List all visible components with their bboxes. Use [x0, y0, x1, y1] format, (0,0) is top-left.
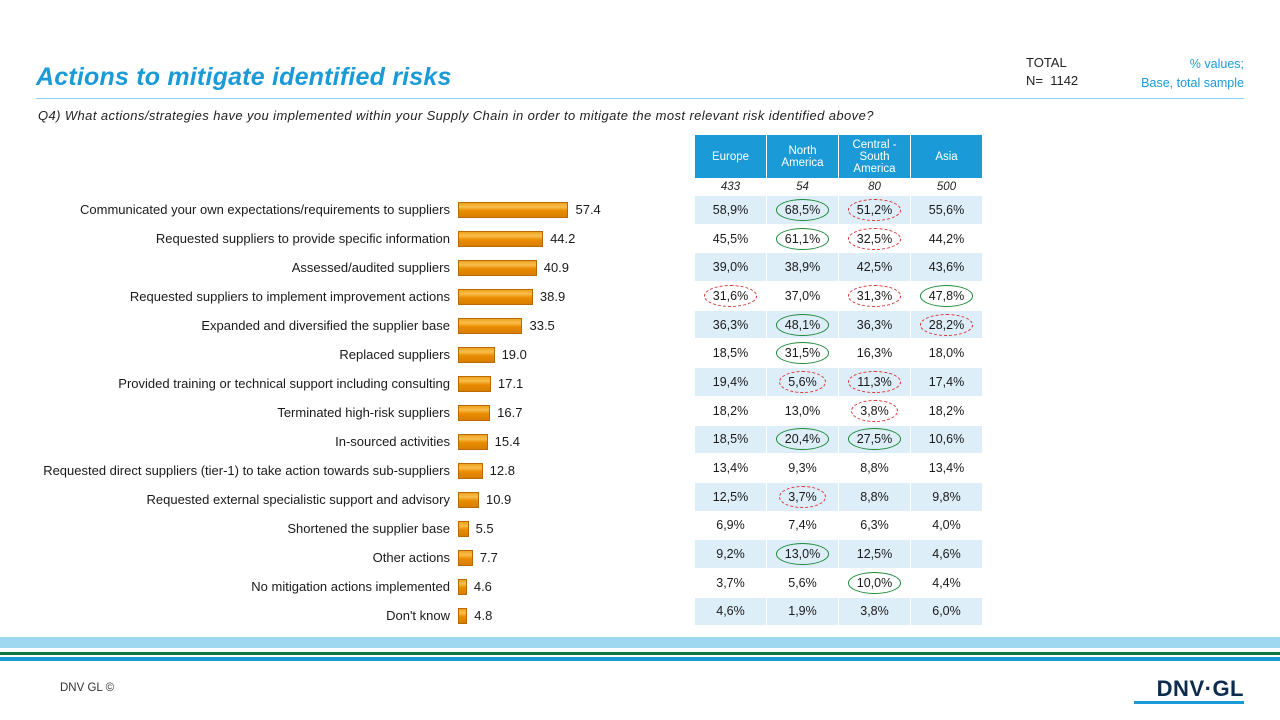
breakdown-table — [694, 134, 983, 626]
table-cell — [911, 482, 983, 511]
table-row — [695, 568, 983, 597]
table-header — [695, 135, 983, 179]
table-base-row — [695, 179, 983, 196]
bar-row — [0, 398, 660, 427]
table-row — [695, 253, 983, 282]
table-cell-value: 7,4% — [788, 518, 817, 533]
table-cell-value: 47,8% — [925, 287, 968, 305]
table-cell — [767, 482, 839, 511]
bar-row — [0, 195, 660, 224]
table-cell-value: 8,8% — [860, 489, 889, 504]
table-col-header: Central - South America — [839, 135, 911, 179]
bar-label: Requested external specialistic support and advisory — [146, 492, 450, 507]
table-row — [695, 396, 983, 425]
bar-row — [0, 572, 660, 601]
table-row — [695, 511, 983, 540]
bar-wrapper — [458, 231, 575, 247]
table-cell-value: 6,3% — [860, 518, 889, 533]
table-cell — [695, 511, 767, 540]
table-cell — [839, 282, 911, 311]
table-cell-value: 44,2% — [928, 231, 965, 246]
table-cell — [767, 224, 839, 253]
bar — [458, 579, 467, 595]
bar-value: 7.7 — [479, 550, 498, 565]
table-cell-value: 31,6% — [709, 287, 752, 305]
table-cell — [695, 568, 767, 597]
bar — [458, 550, 473, 566]
bar-wrapper — [458, 318, 555, 334]
table-cell-value: 36,3% — [712, 317, 749, 332]
table-cell-value: 39,0% — [712, 260, 749, 275]
total-n: N= 1142 — [1026, 73, 1079, 88]
bar-value: 17.1 — [497, 376, 524, 391]
bar-row — [0, 340, 660, 369]
table-cell — [695, 482, 767, 511]
table-cell — [839, 425, 911, 454]
table-cell-value: 4,6% — [932, 547, 961, 562]
bar-row — [0, 224, 660, 253]
bar-wrapper — [458, 347, 527, 363]
table-cell — [911, 396, 983, 425]
table-cell — [911, 511, 983, 540]
bar-value: 40.9 — [543, 260, 570, 275]
bar — [458, 376, 491, 392]
table-cell — [911, 339, 983, 368]
question-text: Q4) What actions/strategies have you implemented within your Supply Chain in order to mitigate the most relevant risk identified above? — [38, 108, 874, 123]
table-cell-value: 31,5% — [781, 344, 824, 362]
table-cell-value: 27,5% — [853, 430, 896, 448]
table-cell — [839, 224, 911, 253]
table-cell-value: 4,6% — [716, 604, 745, 619]
total-block — [1026, 54, 1078, 90]
table-cell-value: 68,5% — [781, 201, 824, 219]
bar-value: 4.8 — [474, 608, 493, 623]
table-cell — [839, 482, 911, 511]
table-cell-value: 36,3% — [856, 317, 893, 332]
table-cell-value: 18,2% — [712, 403, 749, 418]
table-cell — [839, 597, 911, 626]
table-header-row — [695, 135, 983, 179]
table-cell — [767, 597, 839, 626]
table-cell — [839, 368, 911, 397]
table-col-header: Asia — [911, 135, 983, 179]
bar-label: No mitigation actions implemented — [251, 579, 450, 594]
table-cell — [695, 368, 767, 397]
bar-row — [0, 456, 660, 485]
bar-label: Requested direct suppliers (tier-1) to take action towards sub-suppliers — [43, 463, 450, 478]
table-cell-value: 38,9% — [784, 260, 821, 275]
table-cell-value: 11,3% — [853, 373, 896, 391]
table-cell — [767, 196, 839, 225]
table-cell-value: 3,7% — [716, 575, 745, 590]
bar — [458, 608, 467, 624]
table-cell — [911, 253, 983, 282]
table-cell-value: 18,2% — [928, 403, 965, 418]
table-cell — [695, 597, 767, 626]
bar-wrapper — [458, 521, 494, 537]
table-cell-value: 13,4% — [928, 461, 965, 476]
values-note-line1: % values; — [1189, 57, 1244, 71]
table-cell — [767, 425, 839, 454]
bar-label: Expanded and diversified the supplier base — [201, 318, 450, 333]
table-cell-value: 9,8% — [932, 489, 961, 504]
bar — [458, 434, 488, 450]
table-cell-value: 28,2% — [925, 316, 968, 334]
bar-wrapper — [458, 202, 601, 218]
table-cell-value: 5,6% — [784, 373, 821, 391]
logo-underline — [1134, 701, 1244, 704]
table-cell-value: 6,9% — [716, 518, 745, 533]
table-cell — [695, 454, 767, 483]
table-row — [695, 368, 983, 397]
table-cell-value: 3,8% — [860, 604, 889, 619]
table-cell — [911, 597, 983, 626]
table-base-cell: 80 — [839, 179, 911, 196]
bar-wrapper — [458, 434, 520, 450]
table-cell-value: 17,4% — [928, 374, 965, 389]
bar-label: Terminated high-risk suppliers — [277, 405, 450, 420]
bar-label: In-sourced activities — [335, 434, 450, 449]
bar-value: 38.9 — [539, 289, 566, 304]
table-cell — [767, 568, 839, 597]
dnv-gl-logo: DNV·GL — [1156, 676, 1244, 701]
table-cell-value: 32,5% — [853, 230, 896, 248]
bar-label: Requested suppliers to provide specific information — [155, 231, 450, 246]
bar-row — [0, 543, 660, 572]
table-cell-value: 10,0% — [853, 574, 896, 592]
bar — [458, 260, 537, 276]
table-cell-value: 18,5% — [712, 432, 749, 447]
bar-label: Communicated your own expectations/requirements to suppliers — [80, 202, 450, 217]
footer-band-light-blue — [0, 637, 1280, 648]
table-cell — [767, 396, 839, 425]
table-col-header: Europe — [695, 135, 767, 179]
table-cell — [839, 396, 911, 425]
table-cell — [839, 540, 911, 569]
bar-value: 15.4 — [494, 434, 520, 449]
table-cell-value: 8,8% — [860, 461, 889, 476]
bar-label: Other actions — [372, 550, 450, 565]
table-cell — [767, 339, 839, 368]
table-cell — [695, 253, 767, 282]
bar-value: 16.7 — [497, 405, 523, 420]
table-cell-value: 48,1% — [781, 316, 824, 334]
table-body — [695, 179, 983, 626]
bar — [458, 521, 469, 537]
bar-row — [0, 282, 660, 311]
table-cell-value: 13,0% — [781, 545, 824, 563]
table-cell — [695, 310, 767, 339]
table-cell — [911, 425, 983, 454]
footer-band-blue — [0, 657, 1280, 661]
table-row — [695, 310, 983, 339]
copyright-text: DNV GL © — [60, 682, 115, 694]
table-cell — [839, 310, 911, 339]
bar-wrapper — [458, 376, 523, 392]
values-note — [1112, 55, 1244, 93]
table-cell-value: 12,5% — [856, 547, 893, 562]
table-cell — [767, 368, 839, 397]
table-cell — [839, 196, 911, 225]
bar — [458, 318, 522, 334]
bar-wrapper — [458, 550, 498, 566]
table-cell — [911, 224, 983, 253]
table-cell — [695, 196, 767, 225]
table-cell — [839, 511, 911, 540]
bar-label: Requested suppliers to implement improvement actions — [129, 289, 450, 304]
table-cell — [911, 368, 983, 397]
bar-row — [0, 369, 660, 398]
bar-label: Provided training or technical support including consulting — [118, 376, 450, 391]
bar-value: 57.4 — [575, 202, 601, 217]
table-cell-value: 51,2% — [853, 201, 896, 219]
bar-chart — [0, 195, 660, 630]
table-cell — [911, 310, 983, 339]
bar-wrapper — [458, 289, 565, 305]
table-cell-value: 4,4% — [932, 575, 961, 590]
table-row — [695, 540, 983, 569]
table-cell-value: 9,3% — [788, 461, 817, 476]
table-cell-value: 10,6% — [928, 432, 965, 447]
table-cell — [767, 282, 839, 311]
table-row — [695, 454, 983, 483]
bar — [458, 231, 543, 247]
bar-row — [0, 601, 660, 630]
table-row — [695, 224, 983, 253]
table-cell — [767, 511, 839, 540]
table-row — [695, 339, 983, 368]
table-cell-value: 20,4% — [781, 430, 824, 448]
bar-row — [0, 427, 660, 456]
bar-value: 33.5 — [529, 318, 555, 333]
bar-value: 5.5 — [475, 521, 494, 536]
bar-label: Shortened the supplier base — [287, 521, 450, 536]
table-cell-value: 3,8% — [856, 402, 893, 420]
total-label: TOTAL — [1026, 55, 1067, 70]
bar-value: 19.0 — [501, 347, 527, 362]
table-cell — [767, 454, 839, 483]
table-cell — [767, 253, 839, 282]
table-cell — [911, 540, 983, 569]
table-cell-value: 58,9% — [712, 202, 749, 217]
table-cell — [839, 568, 911, 597]
table-base-cell: 433 — [695, 179, 767, 196]
table-cell-value: 3,7% — [784, 488, 821, 506]
table-cell-value: 13,4% — [712, 461, 749, 476]
table-cell-value: 6,0% — [932, 604, 961, 619]
table-cell-value: 55,6% — [928, 202, 965, 217]
bar-wrapper — [458, 608, 492, 624]
bar-row — [0, 485, 660, 514]
table-cell — [695, 282, 767, 311]
table-cell — [911, 282, 983, 311]
table-cell-value: 12,5% — [712, 489, 749, 504]
table-cell — [695, 425, 767, 454]
table-base-cell: 500 — [911, 179, 983, 196]
table-cell — [695, 339, 767, 368]
table-row — [695, 282, 983, 311]
table-cell — [695, 396, 767, 425]
table-cell-value: 43,6% — [928, 260, 965, 275]
table-cell-value: 5,6% — [788, 575, 817, 590]
table-cell — [839, 339, 911, 368]
table-cell-value: 18,5% — [712, 346, 749, 361]
bar-value: 12.8 — [489, 463, 515, 478]
bar-value: 44.2 — [550, 231, 576, 246]
table-base-cell: 54 — [767, 179, 839, 196]
bar-wrapper — [458, 405, 522, 421]
table-cell — [911, 568, 983, 597]
bar-label: Don't know — [386, 608, 450, 623]
bar — [458, 347, 495, 363]
bar-row — [0, 253, 660, 282]
table-cell-value: 13,0% — [784, 403, 821, 418]
values-note-line2: Base, total sample — [1141, 76, 1244, 90]
table-col-header: North America — [767, 135, 839, 179]
table-row — [695, 482, 983, 511]
bar-value: 4.6 — [473, 579, 492, 594]
bar-row — [0, 514, 660, 543]
table-cell — [839, 253, 911, 282]
table-row — [695, 196, 983, 225]
table-cell — [767, 540, 839, 569]
table-cell-value: 31,3% — [853, 287, 896, 305]
bar-label: Assessed/audited suppliers — [291, 260, 450, 275]
bar-value: 10.9 — [485, 492, 512, 507]
bar-row — [0, 311, 660, 340]
bar-wrapper — [458, 492, 511, 508]
bar — [458, 202, 568, 218]
table-cell — [695, 540, 767, 569]
table-cell-value: 37,0% — [784, 288, 821, 303]
table-row — [695, 425, 983, 454]
table-cell-value: 19,4% — [712, 374, 749, 389]
table-cell-value: 4,0% — [932, 518, 961, 533]
table-cell — [911, 196, 983, 225]
bar — [458, 492, 479, 508]
table-cell-value: 9,2% — [716, 547, 745, 562]
bar-wrapper — [458, 579, 492, 595]
table-cell — [839, 454, 911, 483]
table-cell-value: 61,1% — [781, 230, 824, 248]
table-cell-value: 1,9% — [788, 604, 817, 619]
table-cell-value: 16,3% — [856, 346, 893, 361]
table-cell — [695, 224, 767, 253]
bar-wrapper — [458, 260, 569, 276]
header-divider — [36, 98, 1244, 99]
table-cell — [911, 454, 983, 483]
bar — [458, 289, 533, 305]
bar — [458, 463, 483, 479]
table-cell-value: 42,5% — [856, 260, 893, 275]
table-cell — [767, 310, 839, 339]
bar-wrapper — [458, 463, 515, 479]
table-row — [695, 597, 983, 626]
page-title: Actions to mitigate identified risks — [36, 63, 452, 91]
table-cell-value: 45,5% — [712, 231, 749, 246]
bar — [458, 405, 490, 421]
bar-label: Replaced suppliers — [339, 347, 450, 362]
table-cell-value: 18,0% — [928, 346, 965, 361]
